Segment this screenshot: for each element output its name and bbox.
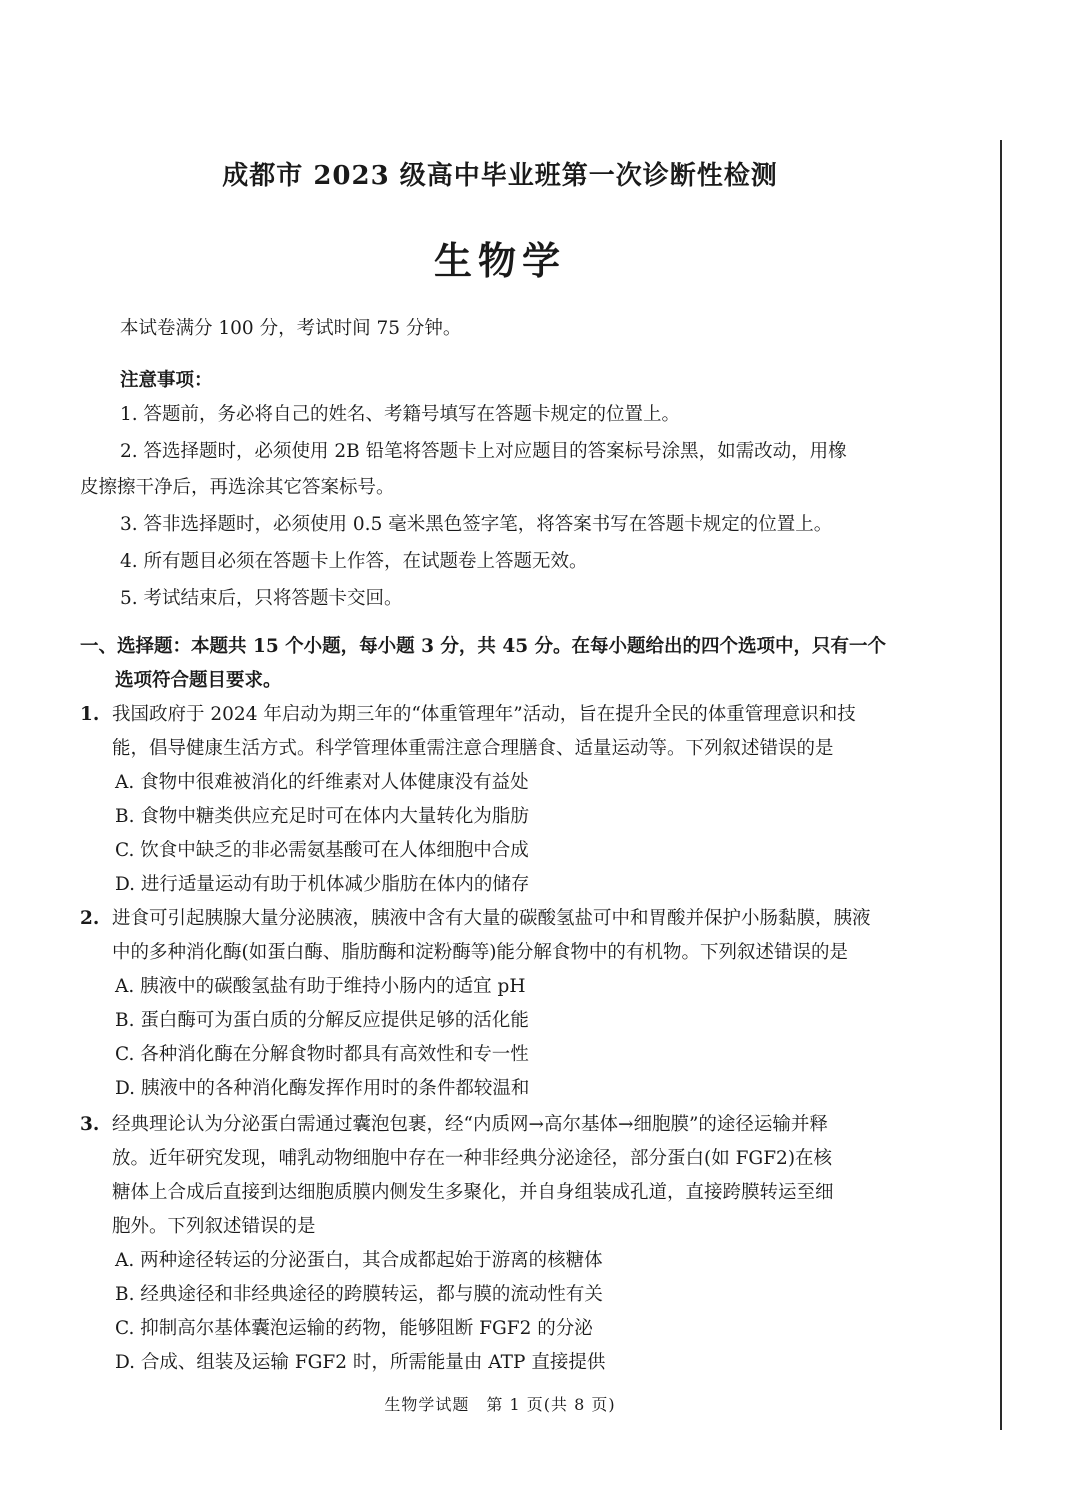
option: A. 两种途径转运的分泌蛋白，其合成都起始于游离的核糖体 [115, 1250, 603, 1271]
option: B. 经典途径和非经典途径的跨膜转运，都与膜的流动性有关 [115, 1284, 603, 1305]
question-stem: 经典理论认为分泌蛋白需通过囊泡包裹，经“内质网→高尔基体→细胞膜”的途径运输并释 [112, 1114, 828, 1135]
question-stem: 中的多种消化酶(如蛋白酶、脂肪酶和淀粉酶等)能分解食物中的有机物。下列叙述错误的是 [112, 942, 848, 963]
option: C. 抑制高尔基体囊泡运输的药物，能够阻断 FGF2 的分泌 [115, 1318, 593, 1339]
question-stem: 进食可引起胰腺大量分泌胰液，胰液中含有大量的碳酸氢盐可中和胃酸并保护小肠黏膜，胰液 [112, 908, 871, 929]
section-heading-continued: 选项符合题目要求。 [115, 670, 282, 691]
subject-title: 生物学 [433, 238, 566, 283]
notice-item: 3. 答非选择题时，必须使用 0.5 毫米黑色签字笔，将答案书写在答题卡规定的位置上。 [120, 514, 833, 535]
option: B. 食物中糖类供应充足时可在体内大量转化为脂肪 [115, 806, 529, 827]
option: A. 食物中很难被消化的纤维素对人体健康没有益处 [115, 772, 529, 793]
option: B. 蛋白酶可为蛋白质的分解反应提供足够的活化能 [115, 1010, 529, 1031]
question-stem: 能，倡导健康生活方式。科学管理体重需注意合理膳食、适量运动等。下列叙述错误的是 [112, 738, 834, 759]
exam-title: 成都市 2023 级高中毕业班第一次诊断性检测 [222, 161, 778, 191]
question-number: 1. [80, 704, 100, 725]
notice-item: 4. 所有题目必须在答题卡上作答，在试题卷上答题无效。 [120, 551, 588, 572]
notice-item: 2. 答选择题时，必须使用 2B 铅笔将答题卡上对应题目的答案标号涂黑，如需改动，用橡 [120, 441, 847, 462]
option: D. 进行适量运动有助于机体减少脂肪在体内的储存 [115, 874, 530, 895]
notice-item-continued: 皮擦擦干净后，再选涂其它答案标号。 [80, 477, 395, 498]
question-number: 3. [80, 1114, 100, 1135]
question-stem: 我国政府于 2024 年启动为期三年的“体重管理年”活动，旨在提升全民的体重管理意识和技 [112, 704, 856, 725]
notices-title: 注意事项： [120, 370, 213, 391]
notice-item: 5. 考试结束后，只将答题卡交回。 [120, 588, 403, 609]
option: D. 合成、组装及运输 FGF2 时，所需能量由 ATP 直接提供 [115, 1352, 606, 1373]
option: C. 饮食中缺乏的非必需氨基酸可在人体细胞中合成 [115, 840, 529, 861]
question-stem: 糖体上合成后直接到达细胞质膜内侧发生多聚化，并自身组装成孔道，直接跨膜转运至细 [112, 1182, 834, 1203]
question-number: 2. [80, 908, 100, 929]
intro-text: 本试卷满分 100 分，考试时间 75 分钟。 [120, 318, 462, 339]
notice-item: 1. 答题前，务必将自己的姓名、考籍号填写在答题卡规定的位置上。 [120, 404, 681, 425]
option: C. 各种消化酶在分解食物时都具有高效性和专一性 [115, 1044, 529, 1065]
page-footer: 生物学试题 第 1 页(共 8 页) [384, 1395, 616, 1414]
option: D. 胰液中的各种消化酶发挥作用时的条件都较温和 [115, 1078, 530, 1099]
question-stem: 放。近年研究发现，哺乳动物细胞中存在一种非经典分泌途径，部分蛋白(如 FGF2)在核 [112, 1148, 833, 1169]
option: A. 胰液中的碳酸氢盐有助于维持小肠内的适宜 pH [115, 976, 526, 997]
question-stem: 胞外。下列叙述错误的是 [112, 1216, 316, 1237]
binding-line [1000, 140, 1002, 1430]
section-heading: 一、选择题：本题共 15 个小题，每小题 3 分，共 45 分。在每小题给出的四个选项中，只有一个 [80, 636, 887, 657]
